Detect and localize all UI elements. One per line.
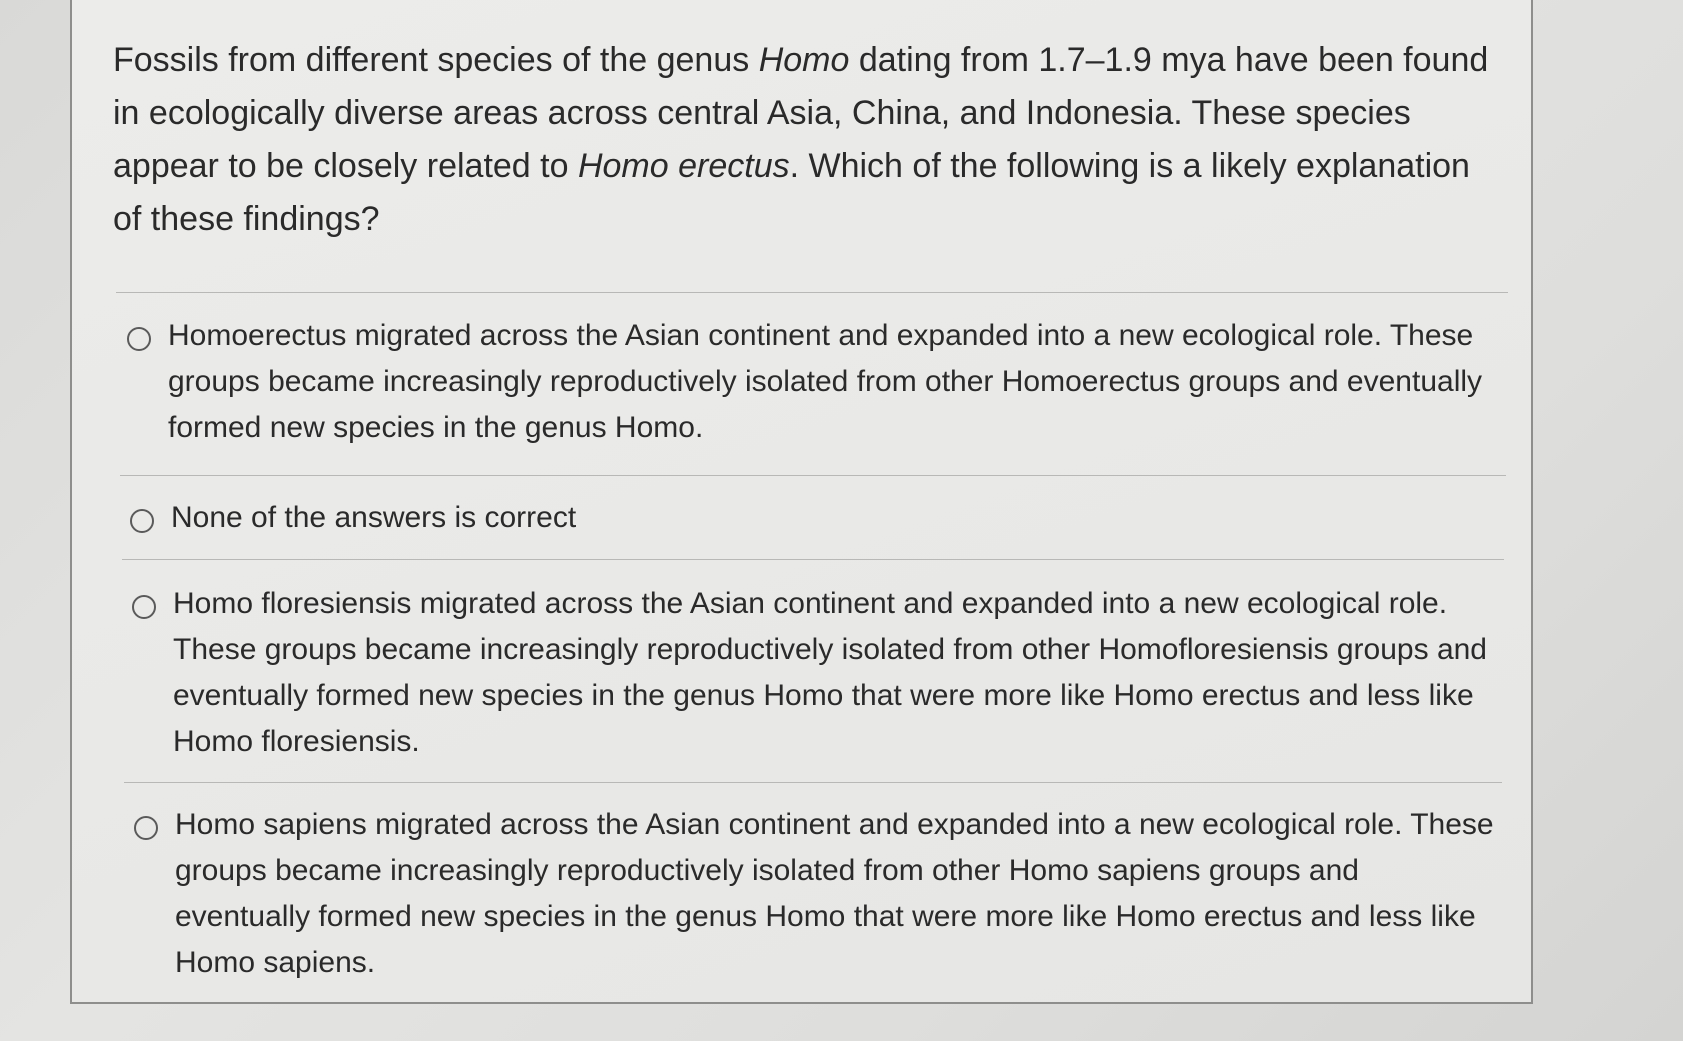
- answer-option-label: None of the answers is correct: [171, 501, 577, 534]
- answer-option-label: Homo sapiens migrated across the Asian continent and expanded into a new ecological role. These groups became increasingly reproductively isolated from other Homo sapiens groups and eventually formed new species in the genus Homo that were more like Homo erectus and less like Homo sapiens.: [175, 808, 1494, 979]
- divider: [122, 559, 1504, 560]
- question-italic-species: Homo erectus: [577, 147, 790, 185]
- answer-option-3[interactable]: [132, 581, 1512, 765]
- radio-button[interactable]: [132, 595, 156, 619]
- answer-option-label: Homo floresiensis migrated across the Asian continent and expanded into a new ecological role. These groups became increasingly reproductively isolated from other Homofloresiensis groups and eventually formed new species in the genus Homo that were more like Homo erectus and less like Homo floresiensis.: [173, 587, 1487, 758]
- question-italic-genus: Homo: [758, 41, 850, 79]
- question-text-part: dating from 1.7–1.9 mya have been found in ecologically diverse areas across central Asia, China, and Indonesia. These species appear to be closely related to: [113, 41, 1489, 185]
- radio-button[interactable]: [130, 509, 154, 533]
- divider: [120, 475, 1506, 476]
- answer-option-4[interactable]: [134, 802, 1514, 986]
- radio-button[interactable]: [127, 327, 151, 351]
- divider: [116, 292, 1508, 293]
- divider: [124, 782, 1502, 783]
- answer-option-1[interactable]: [127, 313, 1517, 451]
- question-text-part: . Which of the following is a likely explanation of these findings?: [113, 147, 1470, 238]
- question-card: [70, 0, 1533, 1004]
- question-text: [113, 34, 1498, 246]
- answer-option-label: Homoerectus migrated across the Asian continent and expanded into a new ecological role. These groups became increasingly reproductively isolated from other Homoerectus groups and eventually formed new species in the genus Homo.: [168, 319, 1483, 444]
- question-text-part: Fossils from different species of the genus: [113, 41, 759, 79]
- radio-button[interactable]: [134, 816, 158, 840]
- answer-option-2[interactable]: [130, 495, 1510, 541]
